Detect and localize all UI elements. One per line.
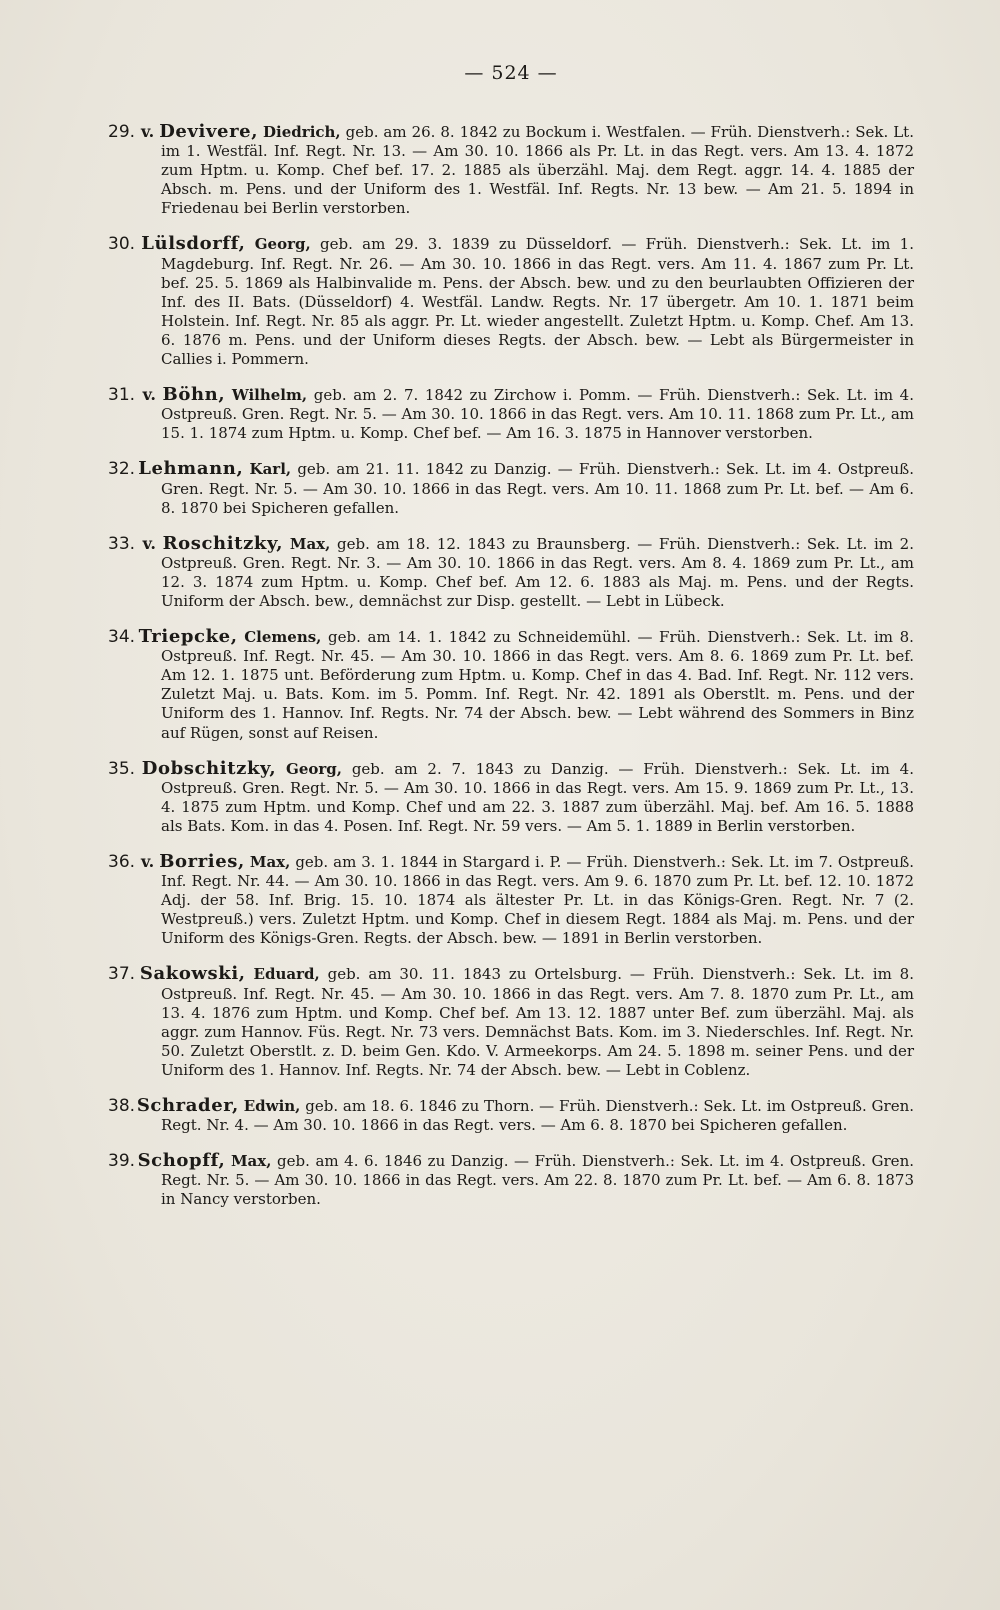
list-item (108, 459, 914, 517)
given-name: Karl, (249, 460, 292, 479)
page-number: — 524 — (464, 62, 558, 84)
list-item (108, 385, 914, 443)
surname: Schopff, (137, 1150, 226, 1172)
entry-number: 35. (108, 758, 136, 779)
given-name: Georg, (254, 235, 311, 254)
given-name: Max, (289, 534, 331, 553)
surname: Lehmann, (138, 458, 244, 480)
given-name: Max, (230, 1152, 272, 1171)
given-name: Clemens, (244, 628, 322, 647)
name-prefix: v. (140, 852, 155, 871)
surname: Triepcke, (138, 626, 238, 648)
surname: Borries, (159, 851, 245, 872)
list-item (108, 534, 914, 611)
entry-text: geb. am 18. 12. 1843 zu Braunsberg. — Früh. Dienstverh.: Sek. Lt. im 2. Ostpreuß. Gren. Regt. Nr. 3. — Am 30. 10. 1866 in das Regt. vers. Am 8. 4. 1869 zum Pr. Lt., am 12. 3. 1874 zum Hptm. u. Komp. Chef bef. Am 12. 6. 1883 als Maj. m. Pens. und der Regts. Uniform der Absch. bew., demnächst zur Disp. gestellt. — Lebt in Lübeck. (161, 534, 914, 610)
given-name: Max, (249, 853, 291, 871)
list-item (108, 122, 914, 218)
surname: Sakowski, (139, 963, 246, 985)
surname: Böhn, (162, 384, 226, 406)
entry-text: geb. am 14. 1. 1842 zu Schneidemühl. — Früh. Dienstverh.: Sek. Lt. im 8. Ostpreuß. Inf. Regt. Nr. 45. — Am 30. 10. 1866 in das Regt. vers. Am 8. 6. 1869 zum Pr. Lt. bef. Am 12. 1. 1875 unt. Beförderung zum Hptm. u. Komp. Chef in das 4. Bad. Inf. Regt. Nr. 112 vers. Zuletzt Maj. u. Bats. Kom. im 5. Pomm. Inf. Regt. Nr. 42. 1891 als Oberstlt. m. Pens. und der Uniform des 1. Hannov. Inf. Regts. Nr. 74 der Absch. bew. — Lebt während des Sommers in Binz auf Rügen, sonst auf Reisen. (161, 628, 914, 742)
entry-text: geb. am 21. 11. 1842 zu Danzig. — Früh. Dienstverh.: Sek. Lt. im 4. Ostpreuß. Gren. Regt. Nr. 5. — Am 30. 10. 1866 in das Regt. vers. Am 10. 11. 1868 zum Pr. Lt. bef. — Am 6. 8. 1870 bei Spicheren gefallen. (161, 460, 914, 517)
entry-number: 39. (108, 1151, 136, 1172)
entry-list (108, 122, 914, 1210)
given-name: Edwin, (243, 1097, 301, 1116)
list-item (108, 964, 914, 1080)
name-prefix: v. (140, 122, 155, 141)
entry-text: geb. am 2. 7. 1843 zu Danzig. — Früh. Dienstverh.: Sek. Lt. im 4. Ostpreuß. Gren. Regt. Nr. 5. — Am 30. 10. 1866 in das Regt. vers. Am 15. 9. 1869 zum Pr. Lt., 13. 4. 1875 zum Hptm. und Komp. Chef und am 22. 3. 1887 zum überzähl. Maj. bef. Am 16. 5. 1888 als Bats. Kom. in das 4. Posen. Inf. Regt. Nr. 59 vers. — Am 5. 1. 1889 in Berlin verstorben. (161, 759, 914, 835)
entry-number: 38. (108, 1096, 136, 1117)
given-name: Georg, (286, 759, 343, 778)
entry-number: 37. (108, 964, 136, 985)
entry-text: geb. am 4. 6. 1846 zu Danzig. — Früh. Dienstverh.: Sek. Lt. im 4. Ostpreuß. Gren. Regt. Nr. 5. — Am 30. 10. 1866 in das Regt. vers. Am 22. 8. 1870 zum Pr. Lt. bef. — Am 6. 8. 1873 in Nancy verstorben. (161, 1152, 914, 1209)
entry-number: 30. (108, 234, 136, 255)
entry-number: 32. (108, 459, 136, 480)
name-prefix: v. (142, 533, 156, 553)
given-name: Wilhelm, (231, 386, 308, 405)
entry-number: 33. (108, 533, 136, 554)
entry-text: geb. am 29. 3. 1839 zu Düsseldorf. — Früh. Dienstverh.: Sek. Lt. im 1. Magdeburg. Inf. Regt. Nr. 26. — Am 30. 10. 1866 in das Regt. vers. Am 11. 4. 1867 zum Pr. Lt. bef. 25. 5. 1869 als Halbinvalide m. Pens. der Absch. bew. und zu den beurlaubten Offizieren der Inf. des II. Bats. (Düsseldorf) 4. Westfäl. Landw. Regts. Nr. 17 übergetr. Am 10. 1. 1871 beim Holstein. Inf. Regt. Nr. 85 als aggr. Pr. Lt. wieder angestellt. Zuletzt Hptm. u. Komp. Chef. Am 13. 6. 1876 m. Pens. und der Uniform dieses Regts. der Absch. bew. — Lebt als Bürgermeister in Callies i. Pommern. (161, 235, 914, 369)
entry-number: 31. (108, 385, 136, 406)
list-item (108, 234, 914, 369)
surname: Roschitzky, (162, 532, 284, 554)
entry-text: geb. am 30. 11. 1843 zu Ortelsburg. — Früh. Dienstverh.: Sek. Lt. im 8. Ostpreuß. Inf. Regt. Nr. 45. — Am 30. 10. 1866 in das Regt. vers. Am 7. 8. 1870 zum Pr. Lt., am 13. 4. 1876 zum Hptm. und Komp. Chef bef. Am 13. 12. 1887 unter Bef. zum überzähl. Maj. als aggr. zum Hannov. Füs. Regt. Nr. 73 vers. Demnächst Bats. Kom. im 3. Niederschles. Inf. Regt. Nr. 50. Zuletzt Oberstlt. z. D. beim Gen. Kdo. V. Armeekorps. Am 24. 5. 1898 m. seiner Pens. und der Uniform des 1. Hannov. Inf. Regts. Nr. 74 der Absch. bew. — Lebt in Coblenz. (161, 965, 914, 1079)
list-item (108, 852, 914, 948)
surname: Devivere, (159, 121, 259, 142)
given-name: Eduard, (253, 965, 320, 984)
entry-text: geb. am 26. 8. 1842 zu Bockum i. Westfalen. — Früh. Dienstverh.: Sek. Lt. im 1. Westfäl. Inf. Regt. Nr. 13. — Am 30. 10. 1866 als Pr. Lt. in das Regt. vers. Am 13. 4. 1872 zum Hptm. u. Komp. Chef bef. 17. 2. 1885 als überzähl. Maj. dem Regt. aggr. 14. 4. 1885 der Absch. m. Pens. und der Uniform des 1. Westfäl. Inf. Regts. Nr. 13 bew. — Am 21. 5. 1894 in Friedenau bei Berlin verstorben. (161, 123, 914, 218)
entry-number: 34. (108, 627, 136, 648)
surname: Dobschitzky, (141, 757, 277, 779)
list-item (108, 1151, 914, 1209)
given-name: Diedrich, (263, 123, 341, 141)
surname: Lülsdorff, (141, 233, 246, 255)
entry-text: geb. am 18. 6. 1846 zu Thorn. — Früh. Dienstverh.: Sek. Lt. im Ostpreuß. Gren. Regt. Nr. 4. — Am 30. 10. 1866 in das Regt. vers. — Am 6. 8. 1870 bei Spicheren gefallen. (161, 1097, 914, 1135)
entry-text: geb. am 3. 1. 1844 in Stargard i. P. — Früh. Dienstverh.: Sek. Lt. im 7. Ostpreuß. Inf. Regt. Nr. 44. — Am 30. 10. 1866 in das Regt. vers. Am 9. 6. 1870 zum Pr. Lt. bef. 12. 10. 1872 Adj. der 58. Inf. Brig. 15. 10. 1874 als ältester Pr. Lt. in das Königs-Gren. Regt. Nr. 7 (2. Westpreuß.) vers. Zuletzt Hptm. und Komp. Chef in diesem Regt. 1884 als Maj. m. Pens. und der Uniform des Königs-Gren. Regts. der Absch. bew. — 1891 in Berlin verstorben. (161, 853, 914, 948)
entry-number: 29. (108, 122, 136, 142)
surname: Schrader, (136, 1095, 239, 1117)
name-prefix: v. (142, 385, 156, 405)
entry-text: geb. am 2. 7. 1842 zu Zirchow i. Pomm. — Früh. Dienstverh.: Sek. Lt. im 4. Ostpreuß. Gren. Regt. Nr. 5. — Am 30. 10. 1866 in das Regt. vers. Am 10. 11. 1868 zum Pr. Lt., am 15. 1. 1874 zum Hptm. u. Komp. Chef bef. — Am 16. 3. 1875 in Hannover verstorben. (161, 386, 915, 443)
list-item (108, 1096, 914, 1135)
list-item (108, 627, 914, 743)
list-item (108, 759, 914, 836)
entry-number: 36. (108, 852, 136, 872)
